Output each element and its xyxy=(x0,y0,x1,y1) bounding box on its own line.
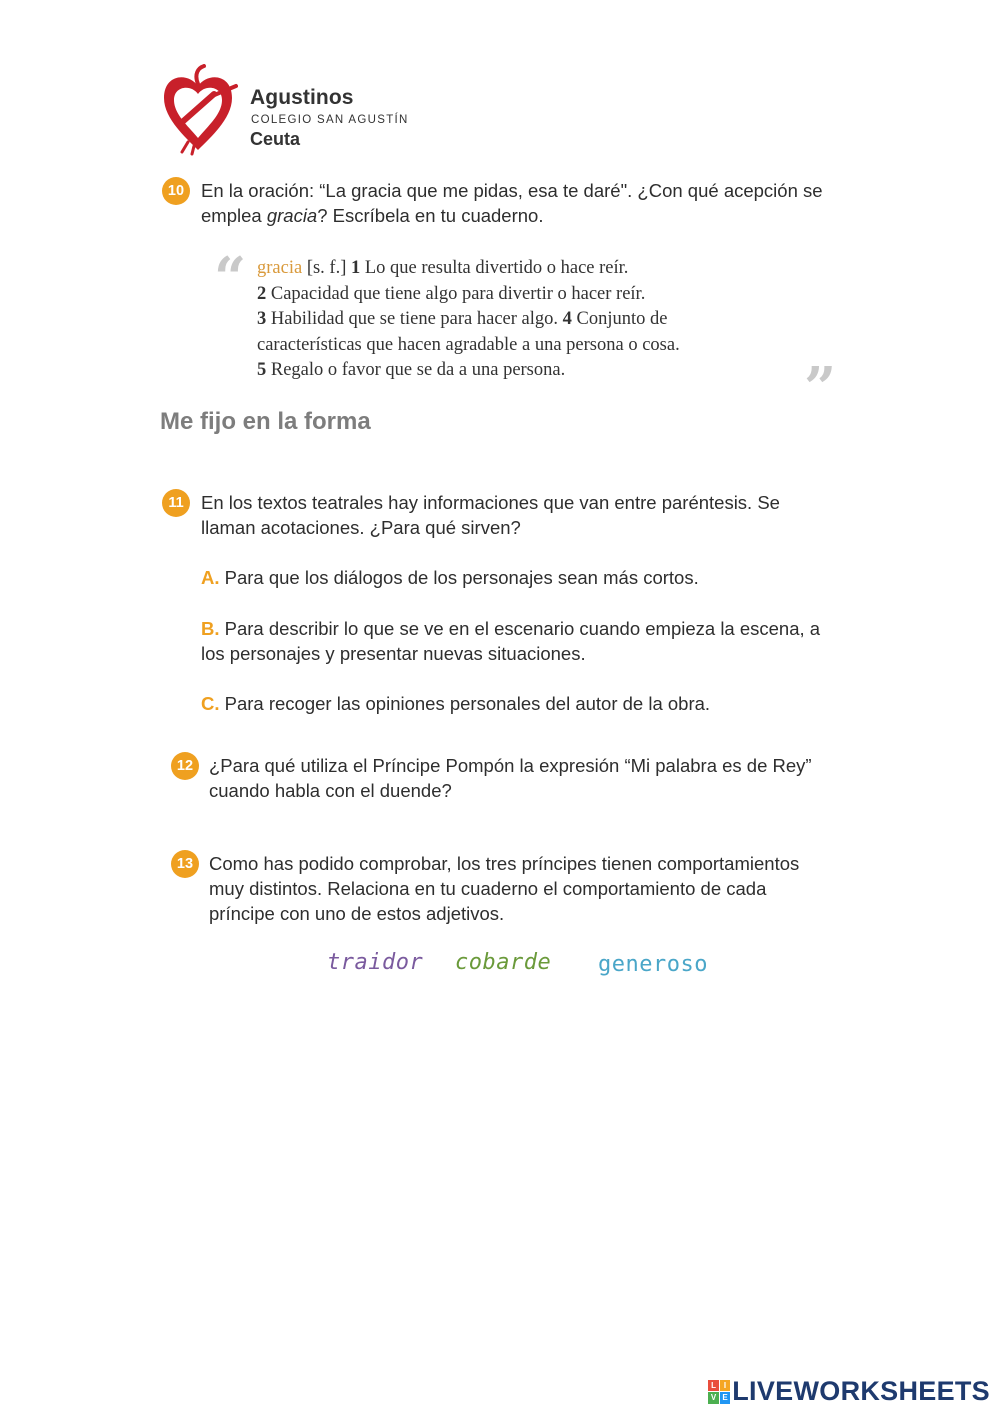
sense-5: Regalo o favor que se da a una persona. xyxy=(266,360,566,380)
liveworksheets-brand xyxy=(708,1376,990,1407)
question-10-line1: En la oración: “La gracia que me pidas, esa te daré". ¿Con qué acepción se xyxy=(201,180,823,201)
question-number-10: 10 xyxy=(162,177,190,205)
q10-line2-after: ? Escríbela en tu cuaderno. xyxy=(317,205,544,226)
sense-number-4: 4 xyxy=(562,309,572,329)
option-c-text: Para recoger las opiniones personales del autor de la obra. xyxy=(219,693,711,714)
question-11-line1: En los textos teatrales hay informaciones que van entre paréntesis. Se xyxy=(201,492,780,513)
option-b-letter: B. xyxy=(201,618,220,639)
question-13-text xyxy=(209,851,799,926)
sense-3: Habilidad que se tiene para hacer algo. xyxy=(266,309,563,329)
sense-number-2: 2 xyxy=(257,283,267,304)
sense-number-1: 1 xyxy=(351,258,361,278)
option-b[interactable] xyxy=(201,616,820,666)
sense-2: Capacidad que tiene algo para divertir o hacer reír. xyxy=(266,283,646,304)
definition-line-1 xyxy=(257,256,797,282)
question-10-line2 xyxy=(201,203,823,228)
liveworksheets-wordmark: LIVEWORKSHEETS xyxy=(732,1376,990,1406)
question-11-line2: llaman acotaciones. ¿Para qué sirven? xyxy=(201,517,521,538)
school-city: Ceuta xyxy=(250,129,301,149)
definition-line-5 xyxy=(257,358,797,384)
definition-headword: gracia xyxy=(257,258,303,278)
sense-1: Lo que resulta divertido o hace reír. xyxy=(360,258,629,278)
definition-line-2 xyxy=(257,282,797,308)
question-number-13: 13 xyxy=(171,850,199,878)
liveworksheets-logo-icon xyxy=(708,1380,730,1404)
logo-letter-e: E xyxy=(720,1392,731,1404)
sense-number-5: 5 xyxy=(257,360,267,380)
question-13-line3: príncipe con uno de estos adjetivos. xyxy=(209,903,505,924)
logo-letter-i: I xyxy=(720,1380,731,1392)
sense-number-3: 3 xyxy=(257,309,267,329)
definition-box xyxy=(257,256,797,384)
close-quote-icon: ” xyxy=(804,355,837,421)
option-b-text-line2: los personajes y presentar nuevas situaciones. xyxy=(201,643,586,664)
option-a-letter: A. xyxy=(201,567,220,588)
school-name: Agustinos xyxy=(250,86,354,109)
definition-line-3 xyxy=(257,307,797,333)
question-10-text xyxy=(201,178,823,228)
question-11-text xyxy=(201,490,780,540)
sense-4-part1: Conjunto de xyxy=(571,309,668,329)
logo-letter-l: L xyxy=(708,1380,719,1392)
question-13-line1: Como has podido comprobar, los tres príncipes tienen comportamientos xyxy=(209,853,800,874)
logo-letter-v: V xyxy=(708,1392,719,1404)
option-b-text: Para describir lo que se ve en el escenario cuando empieza la escena, a xyxy=(219,618,821,639)
question-12-text xyxy=(209,753,812,803)
question-12-line2: cuando habla con el duende? xyxy=(209,780,452,801)
question-12-line1: ¿Para qué utiliza el Príncipe Pompón la expresión “Mi palabra es de Rey” xyxy=(209,755,812,776)
open-quote-icon: “ xyxy=(214,245,247,311)
option-a-text: Para que los diálogos de los personajes sean más cortos. xyxy=(219,567,699,588)
definition-line-4: características que hacen agradable a una persona o cosa. xyxy=(257,334,680,355)
option-c[interactable] xyxy=(201,691,710,716)
adjective-traidor: traidor xyxy=(327,950,424,975)
school-logo-heart-icon xyxy=(158,64,238,156)
section-title: Me fijo en la forma xyxy=(160,408,371,435)
option-a[interactable] xyxy=(201,565,699,590)
q10-line2-italic: gracia xyxy=(266,205,318,226)
option-c-letter: C. xyxy=(201,693,220,714)
question-number-11: 11 xyxy=(162,489,190,517)
adjective-generoso: generoso xyxy=(598,952,708,977)
definition-grammar: [s. f.] xyxy=(302,258,351,278)
adjective-cobarde: cobarde xyxy=(455,950,552,975)
question-number-12: 12 xyxy=(171,752,199,780)
q10-line2-before: emplea xyxy=(201,205,267,226)
question-13-line2: muy distintos. Relaciona en tu cuaderno el comportamiento de cada xyxy=(209,878,767,899)
school-subtitle: COLEGIO SAN AGUSTÍN xyxy=(251,114,409,126)
